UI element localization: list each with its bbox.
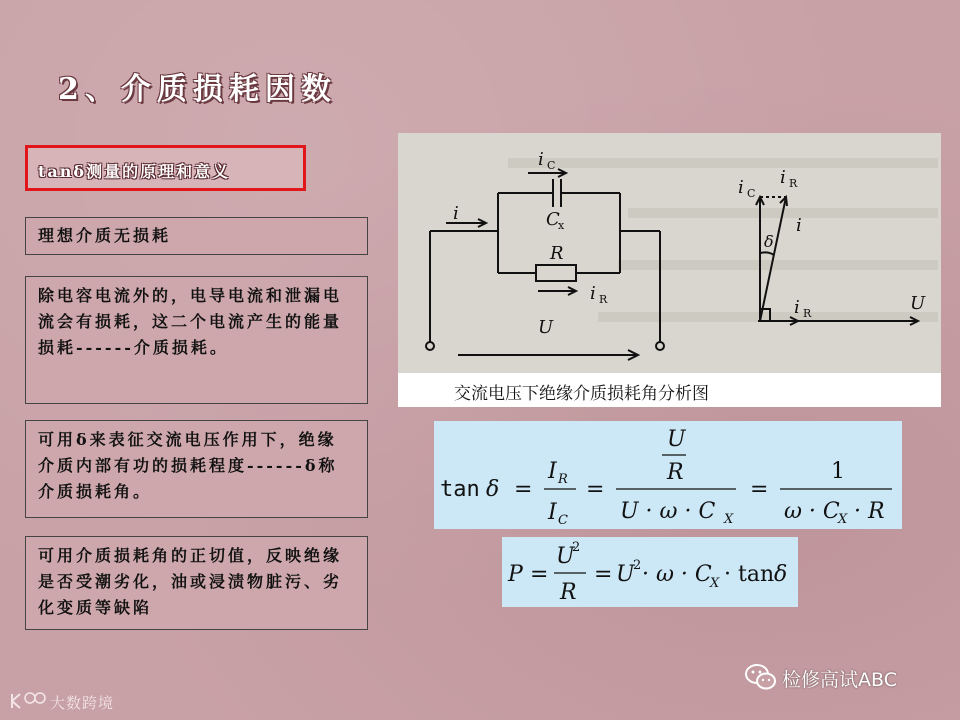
- label-i: i: [453, 203, 459, 224]
- f1-den-sub: X: [724, 512, 734, 527]
- f1-u: U: [667, 427, 686, 452]
- formula-tan-delta-svg: [434, 421, 902, 529]
- f2-rhs-end: · tan: [724, 562, 775, 587]
- subtitle-box: [25, 145, 306, 191]
- text-box-ideal-text: 理想介质无损耗: [38, 226, 172, 245]
- f1-den2-sub: X: [838, 512, 848, 527]
- text-box-delta: [25, 420, 368, 518]
- f2-exp: 2: [572, 540, 581, 555]
- wechat-account-label: 检修高试ABC: [782, 669, 897, 691]
- page-title: 2、介质损耗因数: [58, 72, 337, 107]
- label-r: R: [550, 243, 564, 264]
- f2-rhs: U: [616, 562, 635, 587]
- label-u: U: [538, 317, 554, 338]
- f1-ic: I: [548, 500, 557, 525]
- circuit-diagram: [398, 133, 941, 407]
- wechat-icon: [744, 662, 778, 692]
- f1-ir-sub: R: [558, 472, 568, 487]
- label-cx-sub: x: [558, 219, 565, 232]
- bottom-logo-label: 大数跨境: [50, 694, 115, 712]
- label-ir-vector-bottom: i: [794, 297, 800, 318]
- diagram-caption-text: 交流电压下绝缘介质损耗角分析图: [454, 384, 709, 404]
- f2-rhs-sub: X: [710, 576, 720, 591]
- label-ir-vector-top-sub: R: [789, 177, 798, 190]
- f1-eq2: =: [586, 477, 605, 502]
- label-i-vector: i: [796, 215, 802, 236]
- f1-tan: tan: [440, 477, 480, 502]
- text-box-loss-text: 除电容电流外的，电导电流和泄漏电流会有损耗，这二个电流产生的能量损耗------介质损耗。: [38, 286, 343, 357]
- formula-power: [502, 537, 798, 607]
- subtitle-text: tanδ测量的原理和意义: [38, 162, 231, 181]
- f1-den2-tail: · R: [854, 499, 885, 524]
- label-ic-vector-sub: C: [747, 187, 756, 200]
- wechat-watermark: [744, 662, 934, 694]
- text-box-ideal: [25, 217, 368, 255]
- f1-delta: δ: [486, 477, 500, 502]
- label-ir-sub: R: [599, 293, 608, 306]
- f1-ir: I: [548, 459, 557, 484]
- f1-eq3: =: [750, 477, 769, 502]
- text-box-delta-text: 可用δ来表征交流电压作用下，绝缘介质内部有功的损耗程度------δ称介质损耗角。: [38, 430, 338, 501]
- f2-eq1: =: [530, 562, 549, 587]
- diagram-caption: [398, 373, 941, 407]
- formula-tan-delta: [434, 421, 902, 529]
- circuit-diagram-svg: [398, 133, 941, 373]
- bottom-logo-watermark: [8, 690, 115, 714]
- f2-rhs-tail: · ω · C: [642, 562, 712, 587]
- text-box-tan-text: 可用介质损耗角的正切值，反映绝缘是否受潮劣化，油或浸渍物脏污、劣化变质等缺陷: [38, 546, 343, 617]
- f1-ic-sub: C: [558, 513, 568, 528]
- brand-logo-icon: [8, 690, 48, 712]
- f1-den2: ω · C: [784, 499, 840, 524]
- formula-power-svg: [502, 537, 798, 607]
- label-ic: i: [538, 149, 544, 170]
- label-delta: δ: [764, 232, 774, 251]
- label-ir-vector-top: i: [780, 167, 786, 188]
- f2-rhs-delta: δ: [774, 562, 788, 587]
- f2-u: U: [556, 544, 575, 569]
- f2-r: R: [560, 580, 577, 605]
- f2-eq2: =: [594, 562, 613, 587]
- label-ir-vector-bottom-sub: R: [803, 307, 812, 320]
- label-cx: C: [546, 209, 560, 230]
- f2-p: P: [508, 562, 523, 587]
- text-box-loss: [25, 276, 368, 404]
- f1-r: R: [667, 460, 684, 485]
- label-ir: i: [590, 283, 596, 304]
- f1-one: 1: [831, 459, 845, 484]
- label-ic-sub: C: [547, 159, 556, 172]
- f2-rhs-exp: 2: [633, 558, 642, 573]
- f1-eq1: =: [514, 477, 533, 502]
- label-u-vector: U: [910, 293, 926, 314]
- label-ic-vector: i: [738, 177, 744, 198]
- f1-den: U · ω · C: [620, 499, 716, 524]
- text-box-tan: [25, 536, 368, 630]
